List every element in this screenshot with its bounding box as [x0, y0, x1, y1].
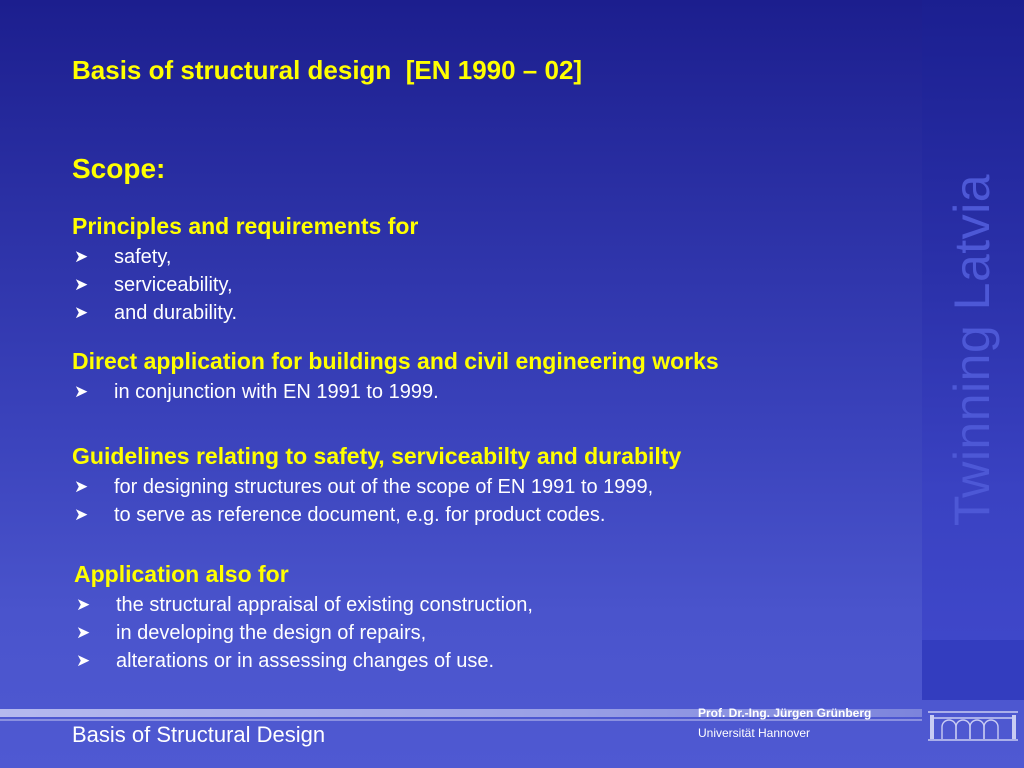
university-hannover-logo [924, 706, 1022, 746]
bullet-text: to serve as reference document, e.g. for product codes. [114, 504, 606, 526]
section-principles [72, 211, 418, 327]
bullet-text: the structural appraisal of existing construction, [116, 594, 533, 616]
footer-title: Basis of Structural Design [72, 722, 326, 747]
list-item [72, 271, 418, 299]
side-panel-strip [922, 640, 1024, 700]
section-heading: Principles and requirements for [72, 213, 419, 239]
section-guidelines [72, 441, 681, 529]
slide-title: Basis of structural design [EN 1990 – 02] [72, 55, 583, 85]
list-item [74, 619, 533, 647]
list-item [74, 591, 533, 619]
section-heading: Direct application for buildings and civil engineering works [72, 348, 719, 374]
bullet-text: safety, [114, 246, 172, 268]
arrowhead-bullet-icon: ➤ [76, 651, 91, 670]
section-direct-application [72, 346, 719, 406]
list-item [72, 243, 418, 271]
bullet-list [72, 378, 719, 406]
bullet-text: serviceability, [114, 274, 233, 296]
bullet-text: alterations or in assessing changes of use. [116, 650, 494, 672]
scope-heading: Scope: [72, 153, 166, 184]
university-name: Universität Hannover [698, 726, 811, 740]
list-item [72, 378, 719, 406]
bullet-text: in conjunction with EN 1991 to 1999. [114, 381, 439, 403]
bullet-text: for designing structures out of the scope of EN 1991 to 1999, [114, 476, 654, 498]
side-title: Twinning Latvia [944, 173, 1000, 527]
arrowhead-bullet-icon: ➤ [76, 595, 91, 614]
arrowhead-bullet-icon: ➤ [74, 303, 89, 322]
arrowhead-bullet-icon: ➤ [74, 275, 89, 294]
list-item [72, 299, 418, 327]
bullet-list [72, 473, 681, 529]
arrowhead-bullet-icon: ➤ [74, 477, 89, 496]
list-item [72, 501, 681, 529]
section-heading: Application also for [74, 561, 289, 587]
arrowhead-bullet-icon: ➤ [74, 505, 89, 524]
arrowhead-bullet-icon: ➤ [74, 382, 89, 401]
bullet-text: in developing the design of repairs, [116, 622, 427, 644]
list-item [74, 647, 533, 675]
author-name: Prof. Dr.-Ing. Jürgen Grünberg [698, 706, 872, 720]
bullet-list [74, 591, 533, 675]
list-item [72, 473, 681, 501]
section-application-also [74, 559, 533, 675]
section-heading: Guidelines relating to safety, serviceabilty and durabilty [72, 443, 682, 469]
bullet-list [72, 243, 418, 327]
arrowhead-bullet-icon: ➤ [74, 247, 89, 266]
arrowhead-bullet-icon: ➤ [76, 623, 91, 642]
bullet-text: and durability. [114, 302, 238, 324]
